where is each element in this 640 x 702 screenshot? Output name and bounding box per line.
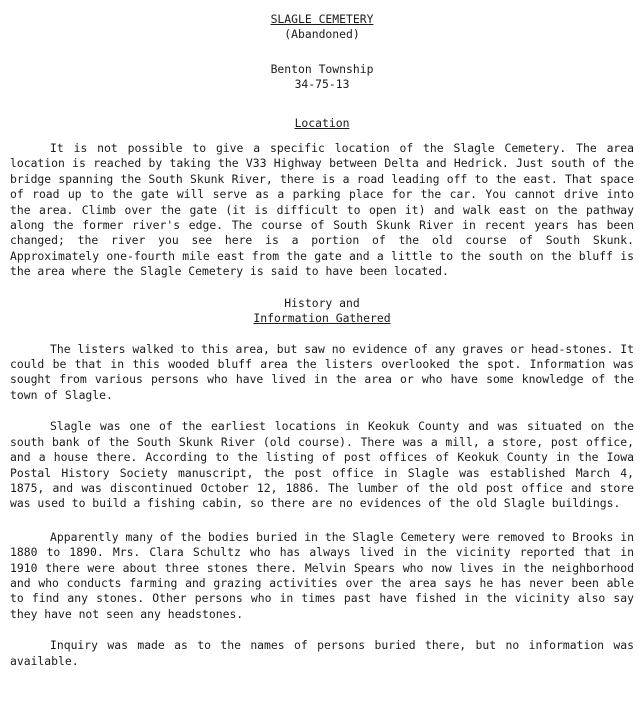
location-paragraph-text: It is not possible to give a specific location of the Slagle Cemetery. The area location is reached by taking the V33 Highway between Delta and Hedrick. Just south of the bridge spanning the South Skunk River, there is a road leading off to the east. That space of road up to the gate will serve as a parking place for the car. You cannot drive into the area. Climb over the gate (it is difficult to open it) and walk east on the pathway along the former river's edge. The course of South Skunk River in recent years has been changed; the river you see here is a portion of the old course of South Skunk. Approximately one-fourth mile east from the gate and a little to the south on the bluff is the area where the Slagle Cemetery is said to have been located.	[10, 141, 634, 279]
township-name: Benton Township	[270, 62, 374, 76]
history-heading-line1: History and	[284, 295, 360, 310]
document-page	[10, 12, 634, 669]
history-heading	[10, 296, 634, 326]
section-code: 34-75-13	[294, 77, 350, 91]
history-paragraph-3	[10, 530, 634, 622]
location-heading	[10, 116, 634, 131]
document-subtitle: (Abandoned)	[284, 27, 360, 41]
location-heading-text: Location	[294, 116, 350, 130]
location-paragraph	[10, 141, 634, 280]
township-block	[10, 62, 634, 92]
history-paragraph-1-text: The listers walked to this area, but saw no evidence of any graves or head-stones. It could be that in this wooded bluff area the listers overlooked the spot. Information was sought from various persons who have lived in the area or who have some knowledge of the town of Slagle.	[10, 341, 634, 402]
history-paragraph-2-text: Slagle was one of the earliest locations in Keokuk County and was situated on the south bank of the South Skunk River (old course). There was a mill, a store, post office, and a house there. According to the listing of post offices of Keokuk County in the Iowa Postal History Society manuscript, the post office in Slagle was established March 4, 1875, and was discontinued October 12, 1886. The lumber of the old post office and store was used to build a fishing cabin, so there are no evidences of the old Slagle buildings.	[10, 419, 634, 511]
history-paragraph-1	[10, 342, 634, 404]
history-heading-line2: Information Gathered	[253, 310, 391, 325]
title-block	[10, 12, 634, 42]
history-paragraph-2	[10, 419, 634, 511]
document-title: SLAGLE CEMETERY	[270, 12, 374, 26]
history-paragraph-4	[10, 638, 634, 669]
history-paragraph-4-text: Inquiry was made as to the names of persons buried there, but no information was available.	[10, 638, 634, 668]
history-paragraph-3-text: Apparently many of the bodies buried in the Slagle Cemetery were removed to Brooks in 1880 to 1890. Mrs. Clara Schultz who has always lived in the vicinity reported that in 1910 there were about three stones there. Melvin Spears who now lives in the neighborhood and who conducts farming and grazing activities over the area says he has never been able to find any stones. Other persons who in times past have fished in the vicinity also say they have not seen any headstones.	[10, 529, 634, 621]
